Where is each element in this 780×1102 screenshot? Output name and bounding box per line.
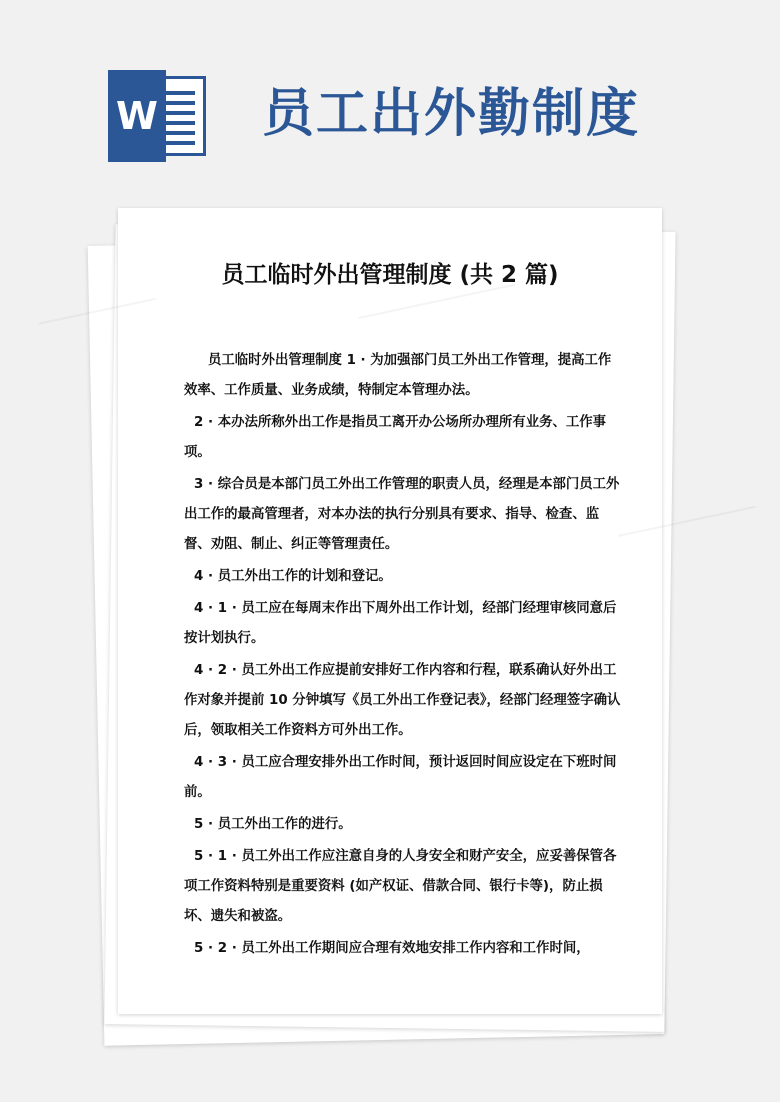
document-body [184,346,624,966]
paragraph: 4 · 1 · 员工应在每周末作出下周外出工作计划，经部门经理审核同意后按计划执行。 [184,601,617,646]
paragraph: 4 · 3 · 员工应合理安排外出工作时间，预计返回时间应设定在下班时间前。 [184,755,617,800]
document-page [118,208,662,1014]
paragraph: 5 · 2 · 员工外出工作期间应合理有效地安排工作内容和工作时间， [194,941,590,956]
paragraph: 5 · 员工外出工作的进行。 [194,817,352,832]
word-letter-badge: W [108,70,166,162]
paragraph: 员工临时外出管理制度 1 · 为加强部门员工外出工作管理，提高工作效率、工作质量、业务成绩，特制定本管理办法。 [184,353,612,398]
paragraph: 4 · 2 · 员工外出工作应提前安排好工作内容和行程，联系确认好外出工作对象并提前 10 分钟填写《员工外出工作登记表》，经部门经理签字确认后，领取相关工作资料方可外出工作。 [184,663,621,738]
paragraph: 4 · 员工外出工作的计划和登记。 [194,569,392,584]
header [0,0,780,200]
document-title: 员工临时外出管理制度 (共 2 篇) [221,262,559,288]
paragraph: 2 · 本办法所称外出工作是指员工离开办公场所办理所有业务、工作事项。 [184,415,607,460]
paragraph: 3 · 综合员是本部门员工外出工作管理的职责人员，经理是本部门员工外出工作的最高管理者，对本办法的执行分别具有要求、指导、检查、监督、劝阻、制止、纠正等管理责任。 [184,477,620,552]
page-title: 员工出外勤制度 [262,83,641,144]
word-document-icon [108,70,208,160]
paragraph: 5 · 1 · 员工外出工作应注意自身的人身安全和财产安全，应妥善保管各项工作资料特别是重要资料 (如产权证、借款合同、银行卡等)，防止损坏、遗失和被盗。 [184,849,617,924]
